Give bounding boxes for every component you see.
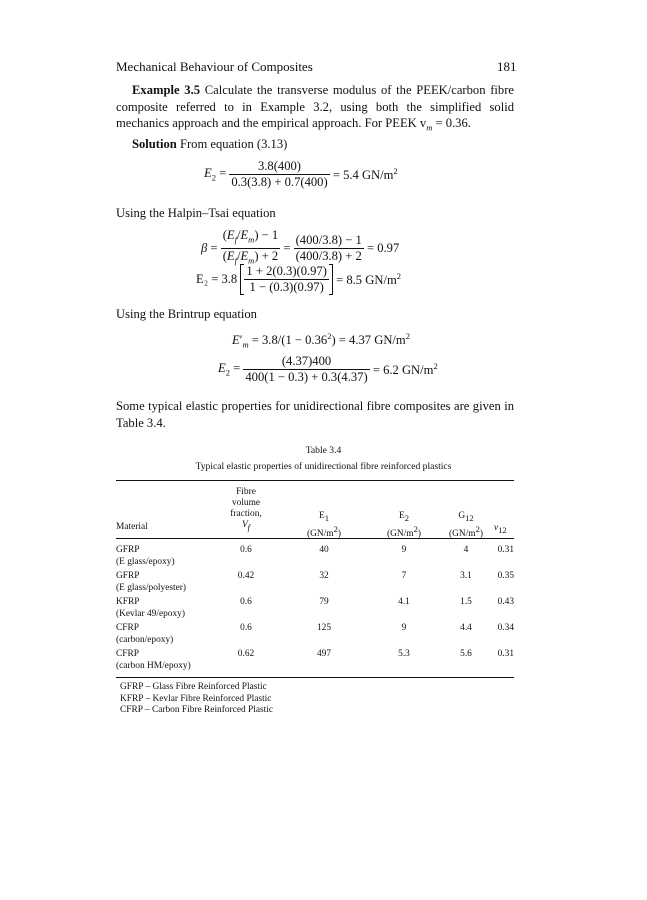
halpin-intro: Using the Halpin–Tsai equation [116, 206, 276, 220]
header-e2-unit: (GN/m [387, 529, 414, 539]
beta-denominator: (400/3.8) + 2 [295, 248, 362, 263]
example-vm-tail: = 0.36. [432, 116, 471, 130]
cell-vf: 0.42 [237, 571, 255, 581]
footnote-cfrp: CFRP – Carbon Fibre Reinforced Plastic [120, 705, 274, 715]
cell-nu12: 0.34 [497, 623, 514, 633]
cell-e1: 32 [319, 571, 329, 581]
cell-vf: 0.62 [237, 649, 255, 659]
e2-brintrup-result: = 6.2 GN/m [372, 363, 434, 378]
e2-halpin-result: = 8.5 GN/m [336, 273, 397, 288]
cell-material: GFRP [116, 571, 140, 581]
cell-material-subtitle: (carbon/epoxy) [116, 634, 174, 645]
header-material: Material [116, 522, 148, 532]
e2-brintrup-denominator: 400(1 − 0.3) + 0.3(4.37) [245, 370, 368, 384]
e2-brintrup-numerator: (4.37)400 [243, 354, 369, 370]
table-row [116, 623, 514, 649]
header-e1: $E_1$ $(GN/m^2)$ [307, 511, 341, 539]
equation-em-prime: $E'_m = 3.8/(1 - 0.36^2) = 4.37$ $GN/m^2$ [232, 331, 410, 350]
header-e1-unit: (GN/m [307, 529, 334, 539]
table-row [116, 545, 514, 571]
cell-material-subtitle: (carbon HM/epoxy) [116, 660, 191, 671]
e2-halpin-denominator: 1 − (0.3)(0.97) [249, 280, 324, 294]
cell-e2: 9 [401, 623, 407, 633]
e2-halpin-coefficient: E₂ = 3.8 [196, 272, 238, 286]
beta-result: = 0.97 [366, 240, 400, 255]
table-number: Table 3.4 [305, 445, 342, 456]
cell-e1: 79 [319, 597, 329, 607]
table-header-rule [116, 538, 514, 539]
table-footnotes [120, 682, 273, 717]
header-vf-line1: Fibre [236, 487, 256, 497]
cell-e1: 40 [319, 545, 329, 555]
table-body [116, 545, 514, 675]
example-text: Calculate the transverse modulus of the PEEK/carbon fibre composite referred to in Example 3.2, using both the simplified solid mechanics approach and the empirical approach. For PEEK v [116, 83, 514, 130]
equation-e2-halpin: E₂ = 3.8 $\frac{1 + 2(0.3)(0.97)}{1 - (0.3)(0.97)}$ = 8.5 $GN/m^2$ [196, 264, 401, 294]
table-row [116, 571, 514, 597]
cell-material-subtitle: (E glass/polyester) [116, 582, 187, 593]
e2-halpin-numerator: 1 + 2(0.3)(0.97) [246, 264, 327, 278]
running-title: Mechanical Behaviour of Composites [116, 59, 313, 74]
solution-label: Solution [132, 137, 177, 151]
cell-g12: 5.6 [460, 649, 472, 659]
cell-vf: 0.6 [240, 597, 252, 607]
footnote-kfrp: KFRP – Kevlar Fibre Reinforced Plastic [120, 693, 272, 704]
cell-e2: 4.1 [398, 597, 410, 607]
closing-paragraph: Some typical elastic properties for unidirectional fibre composites are given in Table 3.4. [116, 399, 514, 430]
header-vf-line3: fraction, [230, 509, 262, 519]
cell-g12: 4.4 [460, 623, 472, 633]
cell-e1: 497 [316, 649, 332, 659]
cell-g12: 3.1 [460, 571, 472, 581]
cell-g12: 1.5 [460, 597, 472, 607]
cell-vf: 0.6 [240, 623, 252, 633]
eq1-result: = 5.4 GN/m [332, 168, 394, 183]
equation-e2-brintrup: $E_2$ = $\frac{(4.37)400}{400(1 - 0.3) + 0.3(4.37)}$ = 6.2 $GN/m^2$ [218, 354, 438, 384]
cell-nu12: 0.31 [497, 545, 514, 555]
brintrup-intro: Using the Brintrup equation [116, 307, 257, 321]
cell-material: KFRP [116, 597, 140, 607]
cell-e2: 7 [401, 571, 407, 581]
solution-line [116, 136, 514, 153]
cell-g12: 4 [463, 545, 469, 555]
footnote-gfrp: GFRP – Glass Fibre Reinforced Plastic [120, 682, 267, 692]
cell-material: GFRP [116, 545, 140, 555]
table-top-rule [116, 480, 514, 481]
equation-e2-solid-mechanics: $E_2$ = $\frac{3.8(400)}{0.3(3.8) + 0.7(400)}$ = 5.4 $GN/m^2$ [204, 159, 398, 189]
equation-beta: β = $\frac{(E_f/E_m) - 1}{(E_f/E_m) + 2}$ = $\frac{(400/3.8) - 1}{(400/3.8) + 2}$ = 0.97 [201, 228, 400, 266]
page-number: 181 [497, 59, 517, 74]
cell-material: CFRP [116, 623, 139, 633]
em-rhs: = 3.8/(1 − 0.36 [248, 333, 328, 348]
header-e2: $E_2$ $(GN/m^2)$ [387, 511, 421, 539]
cell-nu12: 0.31 [497, 649, 514, 659]
eq1-numerator: 3.8(400) [229, 159, 329, 175]
cell-e2: 5.3 [398, 649, 410, 659]
cell-nu12: 0.43 [497, 597, 514, 607]
cell-e2: 9 [401, 545, 407, 555]
cell-material-subtitle: (E glass/epoxy) [116, 556, 175, 567]
table-row [116, 597, 514, 623]
cell-material-subtitle: (Kevlar 49/epoxy) [116, 608, 185, 619]
cell-material: CFRP [116, 649, 139, 659]
cell-nu12: 0.35 [497, 571, 514, 581]
cell-e1: 125 [316, 623, 332, 633]
header-vf-line2: volume [231, 498, 261, 508]
em-rhs-tail: ) = 4.37 GN/m [331, 333, 406, 348]
example-paragraph: Example 3.5 Calculate the transverse modulus of the PEEK/carbon fibre composite referred to in Example 3.2, using both the simplified solid mechanics approach and the empirical approach. For PEEK $v_m = 0.36$. [116, 83, 514, 133]
table-caption: Typical elastic properties of unidirectional fibre reinforced plastics [195, 461, 452, 472]
header-nu12: $\nu_{12}$ [494, 523, 507, 535]
example-label: Example 3.5 [132, 83, 201, 97]
beta-numerator: (400/3.8) − 1 [295, 232, 362, 247]
table-bottom-rule [116, 677, 514, 678]
cell-vf: 0.6 [240, 545, 252, 555]
eq1-denominator: 0.3(3.8) + 0.7(400) [231, 175, 328, 189]
table-row [116, 649, 514, 675]
header-g12: $G_{12}$ $(GN/m^2)$ [449, 511, 483, 539]
header-g12-unit: (GN/m [449, 529, 476, 539]
solution-text: From equation (3.13) [179, 137, 288, 151]
header-vf: Fibre volume fraction, $V_f$ [216, 487, 276, 533]
